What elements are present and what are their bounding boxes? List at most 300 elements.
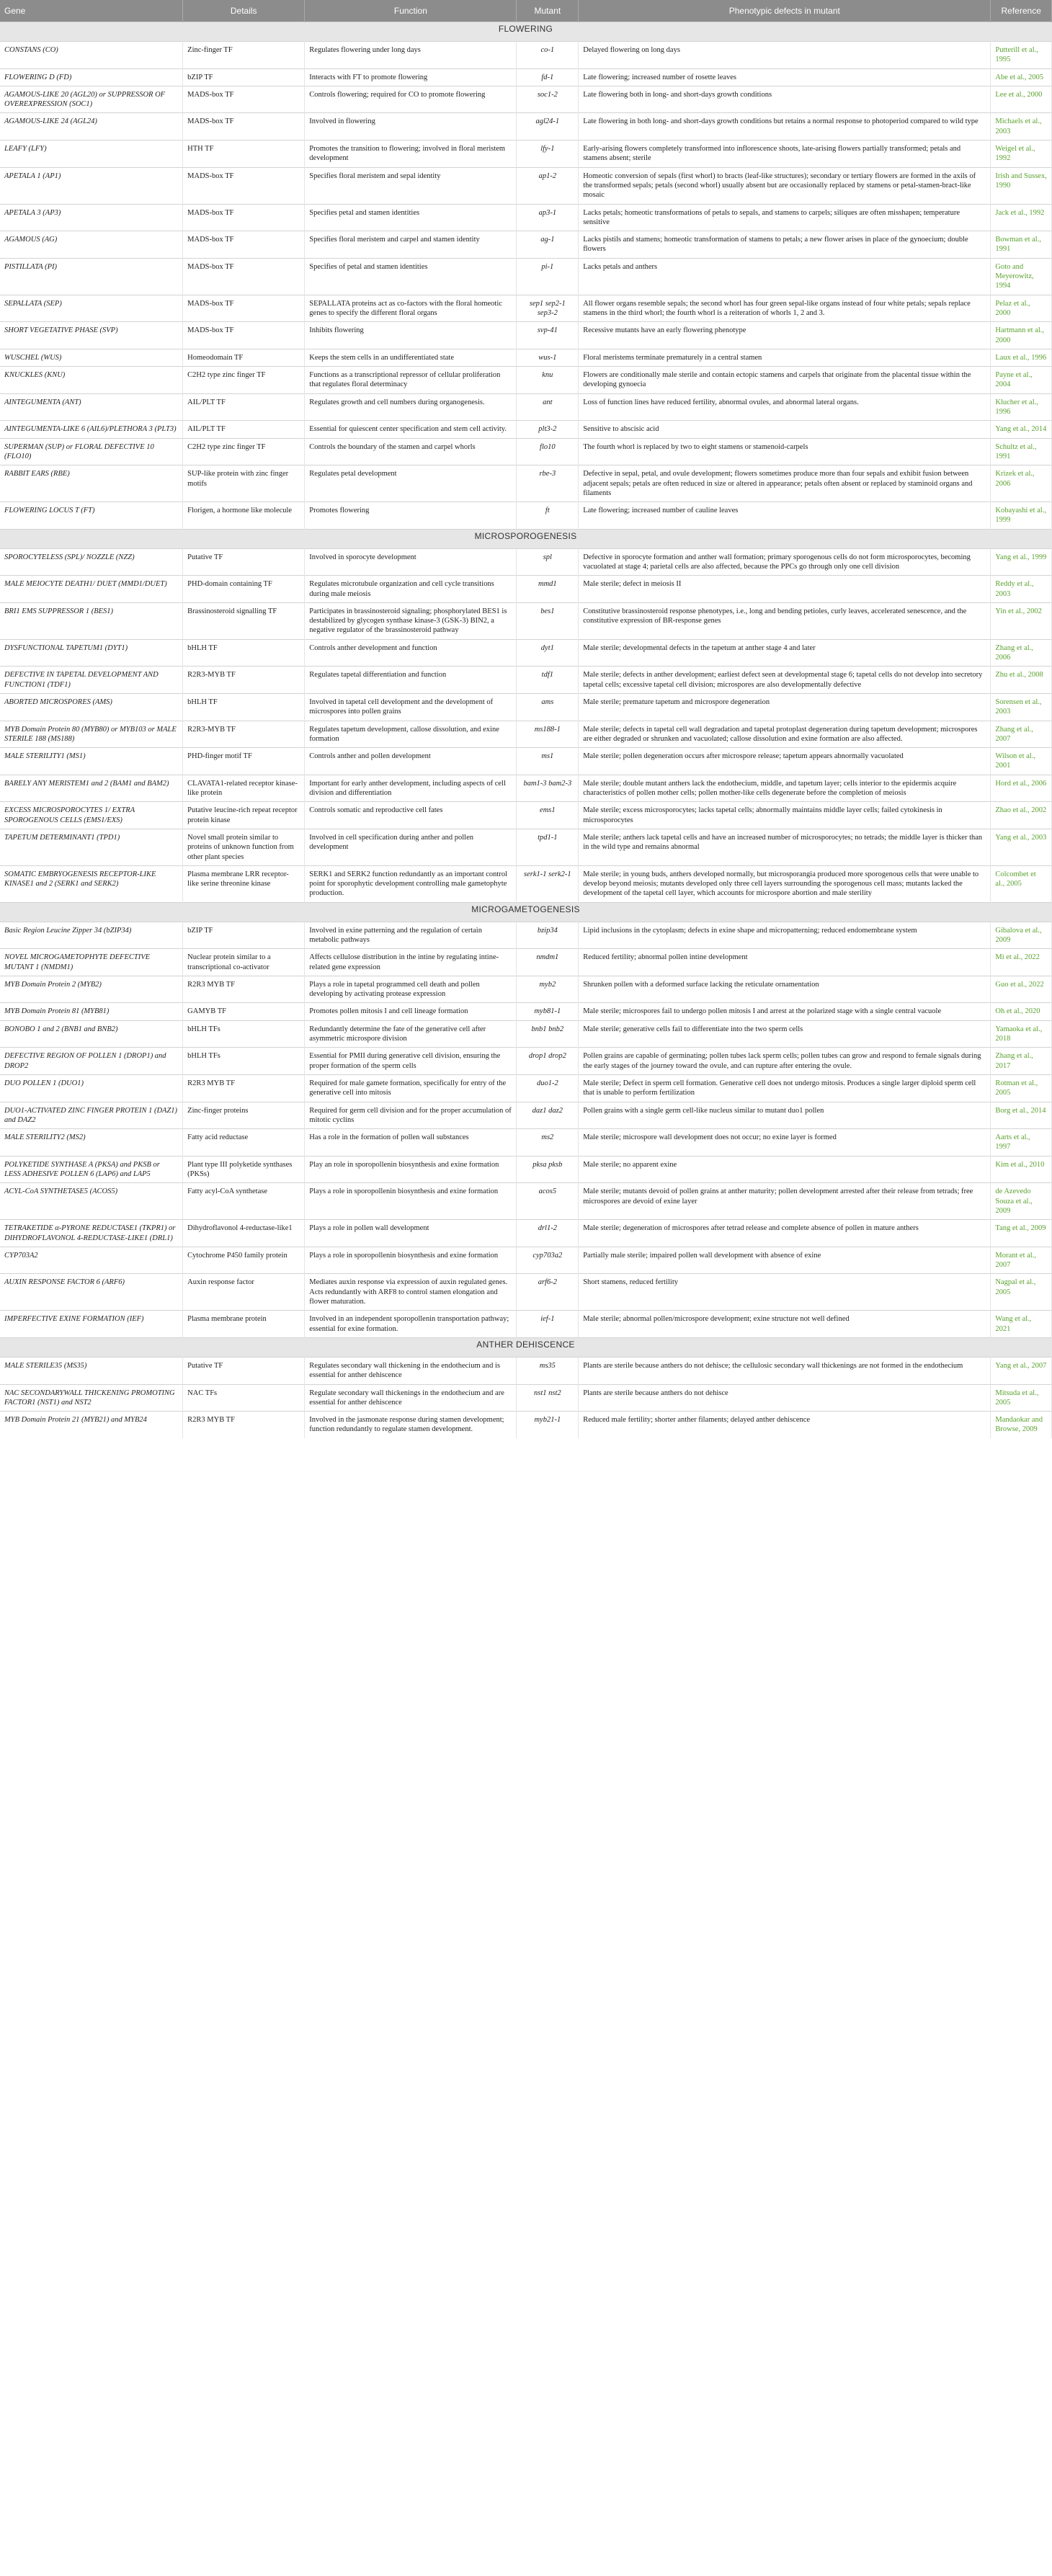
function-cell: Involved in the jasmonate response during stamen development; function redundantly to regulate stamen development.: [305, 1412, 517, 1438]
reference-cell[interactable]: Bowman et al., 1991: [991, 231, 1052, 259]
gene-cell: ABORTED MICROSPORES (AMS): [0, 693, 183, 721]
section-header-row: [0, 902, 1052, 922]
reference-cell[interactable]: Rotman et al., 2005: [991, 1074, 1052, 1102]
gene-cell: EXCESS MICROSPOROCYTES 1/ EXTRA SPOROGENOUS CELLS (EMS1/EXS): [0, 802, 183, 829]
gene-cell: SOMATIC EMBRYOGENESIS RECEPTOR-LIKE KINASE1 and 2 (SERK1 and SERK2): [0, 865, 183, 902]
phenotype-cell: Male sterile; degeneration of microspores after tetrad release and complete absence of pollen in mature anthers: [579, 1220, 991, 1247]
details-cell: Cytochrome P450 family protein: [183, 1247, 305, 1274]
table-row: [0, 667, 1052, 694]
table-row: [0, 976, 1052, 1003]
reference-cell[interactable]: Lee et al., 2000: [991, 86, 1052, 113]
mutant-cell: drl1-2: [517, 1220, 579, 1247]
phenotype-cell: Male sterile; excess microsporocytes; lacks tapetal cells; abnormally maintains middle layer cells; failed cytokinesis in microsporocytes: [579, 802, 991, 829]
details-cell: Fatty acyl-CoA synthetase: [183, 1183, 305, 1220]
gene-cell: APETALA 3 (AP3): [0, 204, 183, 231]
mutant-cell: wus-1: [517, 349, 579, 366]
mutant-cell: ag-1: [517, 231, 579, 259]
function-cell: Regulates growth and cell numbers during organogenesis.: [305, 393, 517, 421]
gene-cell: CYP703A2: [0, 1247, 183, 1274]
table-row: [0, 1357, 1052, 1384]
phenotype-cell: Delayed flowering on long days: [579, 42, 991, 69]
reference-cell[interactable]: Payne et al., 2004: [991, 367, 1052, 394]
phenotype-cell: Late flowering; increased number of cauline leaves: [579, 502, 991, 530]
function-cell: Regulates secondary wall thickening in the endothecium and is essential for anther dehiscence: [305, 1357, 517, 1384]
gene-cell: MALE STERILITY2 (MS2): [0, 1129, 183, 1156]
reference-cell[interactable]: Abe et al., 2005: [991, 68, 1052, 86]
table-row: [0, 576, 1052, 603]
reference-cell[interactable]: de Azevedo Souza et al., 2009: [991, 1183, 1052, 1220]
function-cell: Involved in exine patterning and the regulation of certain metabolic pathways: [305, 922, 517, 949]
phenotype-cell: Male sterile; defects in anther development; earliest defect seen at developmental stage 6; tapetal cells do not develop into secretory tapetal cells; excessive tapetal cell division; microspores are also developmentally defective: [579, 667, 991, 694]
phenotype-cell: Reduced male fertility; shorter anther filaments; delayed anther dehiscence: [579, 1412, 991, 1438]
details-cell: Plasma membrane LRR receptor-like serine threonine kinase: [183, 865, 305, 902]
function-cell: Promotes the transition to flowering; involved in floral meristem development: [305, 141, 517, 168]
details-cell: AIL/PLT TF: [183, 421, 305, 438]
reference-cell[interactable]: Borg et al., 2014: [991, 1102, 1052, 1129]
phenotype-cell: Late flowering; increased number of rosette leaves: [579, 68, 991, 86]
phenotype-cell: Male sterile; defect in meiosis II: [579, 576, 991, 603]
table-row: [0, 1247, 1052, 1274]
reference-cell[interactable]: Mandaokar and Browse, 2009: [991, 1412, 1052, 1438]
details-cell: HTH TF: [183, 141, 305, 168]
gene-cell: BARELY ANY MERISTEM1 and 2 (BAM1 and BAM2): [0, 775, 183, 802]
table-row: [0, 1412, 1052, 1438]
table-row: [0, 802, 1052, 829]
phenotype-cell: Male sterile; in young buds, anthers developed normally, but microsporangia produced more sporogenous cells that were unable to develop beyond meiosis; mutants developed only three cell layers surrounding the sporogenous cell mass; mutants lacked the development of the tapetal cell layer, which accounts for microspore abortion and male sterility: [579, 865, 991, 902]
section-header-row: [0, 529, 1052, 548]
phenotype-cell: Late flowering in both long- and short-days growth conditions but retains a normal response to photoperiod compared to wild type: [579, 113, 991, 141]
table-row: [0, 949, 1052, 976]
phenotype-cell: Lacks petals and anthers: [579, 258, 991, 295]
reference-cell[interactable]: Guo et al., 2022: [991, 976, 1052, 1003]
mutant-cell: ams: [517, 693, 579, 721]
table-row: [0, 231, 1052, 259]
gene-cell: MYB Domain Protein 2 (MYB2): [0, 976, 183, 1003]
table-row: [0, 721, 1052, 748]
function-cell: Involved in cell specification during anther and pollen development: [305, 829, 517, 865]
gene-cell: AGAMOUS-LIKE 24 (AGL24): [0, 113, 183, 141]
gene-cell: Basic Region Leucine Zipper 34 (bZIP34): [0, 922, 183, 949]
reference-cell[interactable]: Laux et al., 1996: [991, 349, 1052, 366]
reference-cell[interactable]: Colcombet et al., 2005: [991, 865, 1052, 902]
function-cell: SERK1 and SERK2 function redundantly as an important control point for sporophytic development controlling male gametophyte production.: [305, 865, 517, 902]
function-cell: Controls the boundary of the stamen and carpel whorls: [305, 438, 517, 465]
function-cell: Regulates tapetal differentiation and function: [305, 667, 517, 694]
table-row: [0, 1074, 1052, 1102]
phenotype-cell: Male sterile; Defect in sperm cell formation. Generative cell does not undergo mitosis. Produces a single larger diploid sperm cell that is unable to perform fertilization: [579, 1074, 991, 1102]
gene-cell: CONSTANS (CO): [0, 42, 183, 69]
table-row: [0, 258, 1052, 295]
function-cell: Mediates auxin response via expression of auxin regulated genes. Acts redundantly with ARF8 to control stamen elongation and flower maturation.: [305, 1274, 517, 1311]
details-cell: Plasma membrane protein: [183, 1311, 305, 1338]
reference-cell[interactable]: Morant et al., 2007: [991, 1247, 1052, 1274]
function-cell: Promotes flowering: [305, 502, 517, 530]
details-cell: MADS-box TF: [183, 322, 305, 349]
function-cell: Specifies of petal and stamen identities: [305, 258, 517, 295]
mutant-cell: dyt1: [517, 639, 579, 667]
table-row: [0, 1003, 1052, 1020]
phenotype-cell: Lacks pistils and stamens; homeotic transformation of stamens to petals; a new flower arises in place of the gynoecium; double flowers: [579, 231, 991, 259]
function-cell: Controls flowering; required for CO to promote flowering: [305, 86, 517, 113]
gene-cell: MALE STERILITY1 (MS1): [0, 748, 183, 775]
reference-cell[interactable]: Mitsuda et al., 2005: [991, 1384, 1052, 1412]
phenotype-cell: Male sterile; generative cells fail to differentiate into the two sperm cells: [579, 1020, 991, 1048]
function-cell: Regulate secondary wall thickenings in the endothecium and are essential for anther dehiscence: [305, 1384, 517, 1412]
details-cell: AIL/PLT TF: [183, 393, 305, 421]
function-cell: SEPALLATA proteins act as co-factors with the floral homeotic genes to specify the different floral organs: [305, 295, 517, 322]
reference-cell[interactable]: Yang et al., 2007: [991, 1357, 1052, 1384]
phenotype-cell: Lipid inclusions in the cytoplasm; defects in exine shape and micropatterning; reduced endomembrane system: [579, 922, 991, 949]
mutant-cell: svp-41: [517, 322, 579, 349]
table-row: [0, 42, 1052, 69]
mutant-cell: ems1: [517, 802, 579, 829]
mutant-cell: plt3-2: [517, 421, 579, 438]
table-row: [0, 1129, 1052, 1156]
header-function: Function: [305, 0, 517, 22]
section-title: MICROGAMETOGENESIS: [0, 902, 1052, 922]
phenotype-cell: Male sterile; pollen degeneration occurs after microspore release; tapetum appears abnormally vacuolated: [579, 748, 991, 775]
table-row: [0, 775, 1052, 802]
mutant-cell: myb21-1: [517, 1412, 579, 1438]
function-cell: Regulates microtubule organization and cell cycle transitions during male meiosis: [305, 576, 517, 603]
phenotype-cell: Shrunken pollen with a deformed surface lacking the reticulate ornamentation: [579, 976, 991, 1003]
table-row: [0, 349, 1052, 366]
table-row: [0, 141, 1052, 168]
reference-cell[interactable]: Schultz et al., 1991: [991, 438, 1052, 465]
gene-cell: DEFECTIVE REGION OF POLLEN 1 (DROP1) and DROP2: [0, 1048, 183, 1075]
phenotype-cell: Male sterile; microspores fail to undergo pollen mitosis I and arrest at the polarized stage with a single central vacuole: [579, 1003, 991, 1020]
header-row: [0, 0, 1052, 22]
function-cell: Interacts with FT to promote flowering: [305, 68, 517, 86]
details-cell: R2R3-MYB TF: [183, 721, 305, 748]
phenotype-cell: Pollen grains with a single germ cell-like nucleus similar to mutant duo1 pollen: [579, 1102, 991, 1129]
reference-cell[interactable]: Goto and Meyerowitz, 1994: [991, 258, 1052, 295]
function-cell: Plays a role in sporopollenin biosynthesis and exine formation: [305, 1247, 517, 1274]
function-cell: Inhibits flowering: [305, 322, 517, 349]
mutant-cell: fd-1: [517, 68, 579, 86]
details-cell: bHLH TF: [183, 693, 305, 721]
reference-cell[interactable]: Kobayashi et al., 1999: [991, 502, 1052, 530]
details-cell: R2R3 MYB TF: [183, 976, 305, 1003]
phenotype-cell: Male sterile; double mutant anthers lack the endothecium, middle, and tapetum layer; cells interior to the epidermis acquire characteristics of pollen mother cells; pollen mother-like cells degenerate before the completion of meiosis: [579, 775, 991, 802]
table-row: [0, 1156, 1052, 1183]
phenotype-cell: Male sterile; abnormal pollen/microspore development; exine structure not well defined: [579, 1311, 991, 1338]
reference-cell[interactable]: Krizek et al., 2006: [991, 465, 1052, 502]
function-cell: Plays a role in tapetal programmed cell death and pollen developing by activating protease expression: [305, 976, 517, 1003]
phenotype-cell: Sensitive to abscisic acid: [579, 421, 991, 438]
details-cell: PHD-domain containing TF: [183, 576, 305, 603]
details-cell: R2R3 MYB TF: [183, 1074, 305, 1102]
reference-cell[interactable]: Gibalova et al., 2009: [991, 922, 1052, 949]
gene-cell: FLOWERING D (FD): [0, 68, 183, 86]
reference-cell[interactable]: Aarts et al., 1997: [991, 1129, 1052, 1156]
gene-cell: MALE MEIOCYTE DEATH1/ DUET (MMD1/DUET): [0, 576, 183, 603]
function-cell: Required for male gamete formation, specifically for entry of the generative cell into mitosis: [305, 1074, 517, 1102]
reference-cell[interactable]: Hord et al., 2006: [991, 775, 1052, 802]
reference-cell[interactable]: Mi et al., 2022: [991, 949, 1052, 976]
mutant-cell: myb81-1: [517, 1003, 579, 1020]
reference-cell[interactable]: Wang et al., 2021: [991, 1311, 1052, 1338]
section-header-row: [0, 22, 1052, 42]
reference-cell[interactable]: Sorensen et al., 2003: [991, 693, 1052, 721]
gene-cell: BRI1 EMS SUPPRESSOR 1 (BES1): [0, 602, 183, 639]
gene-cell: AINTEGUMENTA-LIKE 6 (AIL6)/PLETHORA 3 (PLT3): [0, 421, 183, 438]
phenotype-cell: Male sterile; mutants devoid of pollen grains at anther maturity; pollen development arrested after their release from tetrads; free microspores are devoid of exine layer: [579, 1183, 991, 1220]
details-cell: Nuclear protein similar to a transcriptional co-activator: [183, 949, 305, 976]
section-title: ANTHER DEHISCENCE: [0, 1337, 1052, 1357]
table-row: [0, 602, 1052, 639]
mutant-cell: flo10: [517, 438, 579, 465]
section-header-row: [0, 1337, 1052, 1357]
reference-cell[interactable]: Jack et al., 1992: [991, 204, 1052, 231]
phenotype-cell: Plants are sterile because anthers do not dehisce: [579, 1384, 991, 1412]
gene-cell: APETALA 1 (AP1): [0, 167, 183, 204]
mutant-cell: lfy-1: [517, 141, 579, 168]
mutant-cell: mmd1: [517, 576, 579, 603]
reference-cell[interactable]: Yin et al., 2002: [991, 602, 1052, 639]
function-cell: Participates in brassinosteroid signaling; phosphorylated BES1 is destabilized by glycogen synthase kinase-3 (GSK-3) BIN2, a negative regulator of the brassinosteroid pathway: [305, 602, 517, 639]
table-row: [0, 465, 1052, 502]
phenotype-cell: Recessive mutants have an early flowering phenotype: [579, 322, 991, 349]
gene-cell: AGAMOUS (AG): [0, 231, 183, 259]
function-cell: Functions as a transcriptional repressor of cellular proliferation that regulates floral determinacy: [305, 367, 517, 394]
function-cell: Specifies petal and stamen identities: [305, 204, 517, 231]
gene-cell: SUPERMAN (SUP) or FLORAL DEFECTIVE 10 (FLO10): [0, 438, 183, 465]
mutant-cell: acos5: [517, 1183, 579, 1220]
phenotype-cell: Late flowering both in long- and short-days growth conditions: [579, 86, 991, 113]
function-cell: Keeps the stem cells in an undifferentiated state: [305, 349, 517, 366]
gene-cell: SHORT VEGETATIVE PHASE (SVP): [0, 322, 183, 349]
table-row: [0, 1102, 1052, 1129]
gene-cell: MALE STERILE35 (MS35): [0, 1357, 183, 1384]
mutant-cell: ms188-1: [517, 721, 579, 748]
details-cell: Auxin response factor: [183, 1274, 305, 1311]
table-row: [0, 295, 1052, 322]
section-title: FLOWERING: [0, 22, 1052, 42]
table-row: [0, 113, 1052, 141]
details-cell: MADS-box TF: [183, 113, 305, 141]
table-row: [0, 1311, 1052, 1338]
reference-cell[interactable]: Klucher et al., 1996: [991, 393, 1052, 421]
mutant-cell: agl24-1: [517, 113, 579, 141]
phenotype-cell: Pollen grains are capable of germinating; pollen tubes lack sperm cells; pollen tubes can grow and respond to female signals during the early stages of the journey toward the ovule, and can rupture after entering the ovule.: [579, 1048, 991, 1075]
reference-cell[interactable]: Yang et al., 2014: [991, 421, 1052, 438]
reference-cell[interactable]: Zhang et al., 2006: [991, 639, 1052, 667]
details-cell: Zinc-finger proteins: [183, 1102, 305, 1129]
phenotype-cell: Early-arising flowers completely transformed into inflorescence shoots, late-arising flowers partially transformed; petals and stamens absent; sterile: [579, 141, 991, 168]
gene-cell: AGAMOUS-LIKE 20 (AGL20) or SUPPRESSOR OF OVEREXPRESSION (SOC1): [0, 86, 183, 113]
function-cell: Regulates flowering under long days: [305, 42, 517, 69]
reference-cell[interactable]: Yang et al., 1999: [991, 548, 1052, 576]
mutant-cell: tdf1: [517, 667, 579, 694]
reference-cell[interactable]: Yang et al., 2003: [991, 829, 1052, 865]
details-cell: MADS-box TF: [183, 258, 305, 295]
reference-cell[interactable]: Weigel et al., 1992: [991, 141, 1052, 168]
details-cell: C2H2 type zinc finger TF: [183, 367, 305, 394]
mutant-cell: rbe-3: [517, 465, 579, 502]
header-details: Details: [183, 0, 305, 22]
details-cell: MADS-box TF: [183, 204, 305, 231]
details-cell: Zinc-finger TF: [183, 42, 305, 69]
function-cell: Essential for quiescent center specification and stem cell activity.: [305, 421, 517, 438]
gene-cell: DYSFUNCTIONAL TAPETUM1 (DYT1): [0, 639, 183, 667]
details-cell: SUP-like protein with zinc finger motifs: [183, 465, 305, 502]
details-cell: bHLH TFs: [183, 1020, 305, 1048]
details-cell: GAMYB TF: [183, 1003, 305, 1020]
details-cell: Putative leucine-rich repeat receptor protein kinase: [183, 802, 305, 829]
details-cell: MADS-box TF: [183, 231, 305, 259]
phenotype-cell: Defective in sporocyte formation and anther wall formation; primary sporogenous cells do not form microsporocytes, becoming vacuolated at stage 4; parietal cells are also affected, because the PPCs go through only one cell division: [579, 548, 991, 576]
function-cell: Involved in sporocyte development: [305, 548, 517, 576]
function-cell: Play an role in sporopollenin biosynthesis and exine formation: [305, 1156, 517, 1183]
details-cell: CLAVATA1-related receptor kinase-like protein: [183, 775, 305, 802]
gene-cell: NOVEL MICROGAMETOPHYTE DEFECTIVE MUTANT 1 (NMDM1): [0, 949, 183, 976]
function-cell: Involved in flowering: [305, 113, 517, 141]
phenotype-cell: Reduced fertility; abnormal pollen intine development: [579, 949, 991, 976]
mutant-cell: ms2: [517, 1129, 579, 1156]
details-cell: NAC TFs: [183, 1384, 305, 1412]
details-cell: Putative TF: [183, 1357, 305, 1384]
reference-cell[interactable]: Putterill et al., 1995: [991, 42, 1052, 69]
mutant-cell: co-1: [517, 42, 579, 69]
reference-cell[interactable]: Hartmann et al., 2000: [991, 322, 1052, 349]
table-row: [0, 1183, 1052, 1220]
reference-cell[interactable]: Oh et al., 2020: [991, 1003, 1052, 1020]
details-cell: MADS-box TF: [183, 295, 305, 322]
reference-cell[interactable]: Yamaoka et al., 2018: [991, 1020, 1052, 1048]
table-row: [0, 502, 1052, 530]
mutant-cell: nst1 nst2: [517, 1384, 579, 1412]
details-cell: R2R3 MYB TF: [183, 1412, 305, 1438]
table-row: [0, 204, 1052, 231]
phenotype-cell: All flower organs resemble sepals; the second whorl has four green sepal-like organs instead of four white petals; sepals replace stamens in the third whorl; the fourth whorl is a reiteration of whorls 1, 2 and 3.: [579, 295, 991, 322]
table-row: [0, 421, 1052, 438]
details-cell: Brassinosteroid signalling TF: [183, 602, 305, 639]
mutant-cell: drop1 drop2: [517, 1048, 579, 1075]
table-row: [0, 1020, 1052, 1048]
phenotype-cell: Defective in sepal, petal, and ovule development; flowers sometimes produce more than four sepals and exhibit fusion between adjacent sepals; petals are often reduced in size or altered in appearance; petals often absent or replaced by staminoid organs and filaments: [579, 465, 991, 502]
details-cell: Novel small protein similar to proteins of unknown function from other plant species: [183, 829, 305, 865]
phenotype-cell: Male sterile; no apparent exine: [579, 1156, 991, 1183]
gene-cell: TETRAKETIDE α-PYRONE REDUCTASE1 (TKPR1) or DIHYDROFLAVONOL 4-REDUCTASE-LIKE1 (DRL1): [0, 1220, 183, 1247]
gene-cell: NAC SECONDARYWALL THICKENING PROMOTING FACTOR1 (NST1) and NST2: [0, 1384, 183, 1412]
mutant-cell: bzip34: [517, 922, 579, 949]
phenotype-cell: Short stamens, reduced fertility: [579, 1274, 991, 1311]
table-row: [0, 167, 1052, 204]
phenotype-cell: Male sterile; developmental defects in the tapetum at anther stage 4 and later: [579, 639, 991, 667]
reference-cell[interactable]: Pelaz et al., 2000: [991, 295, 1052, 322]
details-cell: Florigen, a hormone like molecule: [183, 502, 305, 530]
phenotype-cell: Male sterile; premature tapetum and microspore degeneration: [579, 693, 991, 721]
reference-cell[interactable]: Zhu et al., 2008: [991, 667, 1052, 694]
table-row: [0, 438, 1052, 465]
phenotype-cell: Constitutive brassinosteroid response phenotypes, i.e., long and bending petioles, curly leaves, accelerated senescence, and the constitutive expression of BR-response genes: [579, 602, 991, 639]
table-row: [0, 865, 1052, 902]
reference-cell[interactable]: Michaels et al., 2003: [991, 113, 1052, 141]
table-row: [0, 86, 1052, 113]
mutant-cell: ft: [517, 502, 579, 530]
details-cell: Homeodomain TF: [183, 349, 305, 366]
mutant-cell: bes1: [517, 602, 579, 639]
phenotype-cell: Male sterile; microspore wall development does not occur; no exine layer is formed: [579, 1129, 991, 1156]
table-body: [0, 22, 1052, 1438]
mutant-cell: nmdm1: [517, 949, 579, 976]
mutant-cell: ief-1: [517, 1311, 579, 1338]
details-cell: Fatty acid reductase: [183, 1129, 305, 1156]
reference-cell[interactable]: Zhao et al., 2002: [991, 802, 1052, 829]
function-cell: Involved in tapetal cell development and the development of microspores into pollen grains: [305, 693, 517, 721]
details-cell: bZIP TF: [183, 68, 305, 86]
gene-cell: IMPERFECTIVE EXINE FORMATION (IEF): [0, 1311, 183, 1338]
mutant-cell: serk1-1 serk2-1: [517, 865, 579, 902]
phenotype-cell: Loss of function lines have reduced fertility, abnormal ovules, and abnormal lateral organs.: [579, 393, 991, 421]
function-cell: Required for germ cell division and for the proper accumulation of mitotic cyclins: [305, 1102, 517, 1129]
reference-cell[interactable]: Kim et al., 2010: [991, 1156, 1052, 1183]
details-cell: Putative TF: [183, 548, 305, 576]
gene-cell: AUXIN RESPONSE FACTOR 6 (ARF6): [0, 1274, 183, 1311]
function-cell: Important for early anther development, including aspects of cell division and differentiation: [305, 775, 517, 802]
reference-cell[interactable]: Zhang et al., 2017: [991, 1048, 1052, 1075]
details-cell: Plant type III polyketide synthases (PKSs): [183, 1156, 305, 1183]
gene-cell: WUSCHEL (WUS): [0, 349, 183, 366]
mutant-cell: soc1-2: [517, 86, 579, 113]
reference-cell[interactable]: Nagpal et al., 2005: [991, 1274, 1052, 1311]
gene-cell: MYB Domain Protein 80 (MYB80) or MYB103 or MALE STERILE 188 (MS188): [0, 721, 183, 748]
mutant-cell: pi-1: [517, 258, 579, 295]
mutant-cell: ap3-1: [517, 204, 579, 231]
phenotype-cell: Homeotic conversion of sepals (first whorl) to bracts (leaf-like structures); secondary or tertiary flowers are formed in the axils of the transformed sepals; petals (second whorl) usually absent but are occasionally replaced by stamens or petal-stamen-bract-like mosaic: [579, 167, 991, 204]
function-cell: Plays a role in sporopollenin biosynthesis and exine formation: [305, 1183, 517, 1220]
reference-cell[interactable]: Reddy et al., 2003: [991, 576, 1052, 603]
gene-cell: DUO1-ACTIVATED ZINC FINGER PROTEIN 1 (DAZ1) and DAZ2: [0, 1102, 183, 1129]
function-cell: Controls somatic and reproductive cell fates: [305, 802, 517, 829]
mutant-cell: pksa pksb: [517, 1156, 579, 1183]
gene-cell: POLYKETIDE SYNTHASE A (PKSA) and PKSB or LESS ADHESIVE POLLEN 6 (LAP6) and LAP5: [0, 1156, 183, 1183]
gene-cell: LEAFY (LFY): [0, 141, 183, 168]
function-cell: Controls anther development and function: [305, 639, 517, 667]
function-cell: Has a role in the formation of pollen wall substances: [305, 1129, 517, 1156]
function-cell: Controls anther and pollen development: [305, 748, 517, 775]
function-cell: Redundantly determine the fate of the generative cell after asymmetric microspore division: [305, 1020, 517, 1048]
details-cell: MADS-box TF: [183, 86, 305, 113]
mutant-cell: knu: [517, 367, 579, 394]
function-cell: Regulates petal development: [305, 465, 517, 502]
gene-cell: KNUCKLES (KNU): [0, 367, 183, 394]
reference-cell[interactable]: Zhang et al., 2007: [991, 721, 1052, 748]
function-cell: Specifies floral meristem and sepal identity: [305, 167, 517, 204]
gene-cell: DEFECTIVE IN TAPETAL DEVELOPMENT AND FUNCTION1 (TDF1): [0, 667, 183, 694]
table-row: [0, 393, 1052, 421]
reference-cell[interactable]: Wilson et al., 2001: [991, 748, 1052, 775]
mutant-cell: sep1 sep2-1 sep3-2: [517, 295, 579, 322]
header-phenotype: Phenotypic defects in mutant: [579, 0, 991, 22]
details-cell: C2H2 type zinc finger TF: [183, 438, 305, 465]
table-row: [0, 1220, 1052, 1247]
mutant-cell: ant: [517, 393, 579, 421]
details-cell: bHLH TF: [183, 639, 305, 667]
reference-cell[interactable]: Tang et al., 2009: [991, 1220, 1052, 1247]
gene-cell: TAPETUM DETERMINANT1 (TPD1): [0, 829, 183, 865]
mutant-cell: spl: [517, 548, 579, 576]
function-cell: Specifies floral meristem and carpel and stamen identity: [305, 231, 517, 259]
details-cell: PHD-finger motif TF: [183, 748, 305, 775]
mutant-cell: arf6-2: [517, 1274, 579, 1311]
gene-cell: SPOROCYTELESS (SPL)/ NOZZLE (NZZ): [0, 548, 183, 576]
gene-cell: MYB Domain Protein 21 (MYB21) and MYB24: [0, 1412, 183, 1438]
reference-cell[interactable]: Irish and Sussex, 1990: [991, 167, 1052, 204]
mutant-cell: bnb1 bnb2: [517, 1020, 579, 1048]
gene-cell: RABBIT EARS (RBE): [0, 465, 183, 502]
